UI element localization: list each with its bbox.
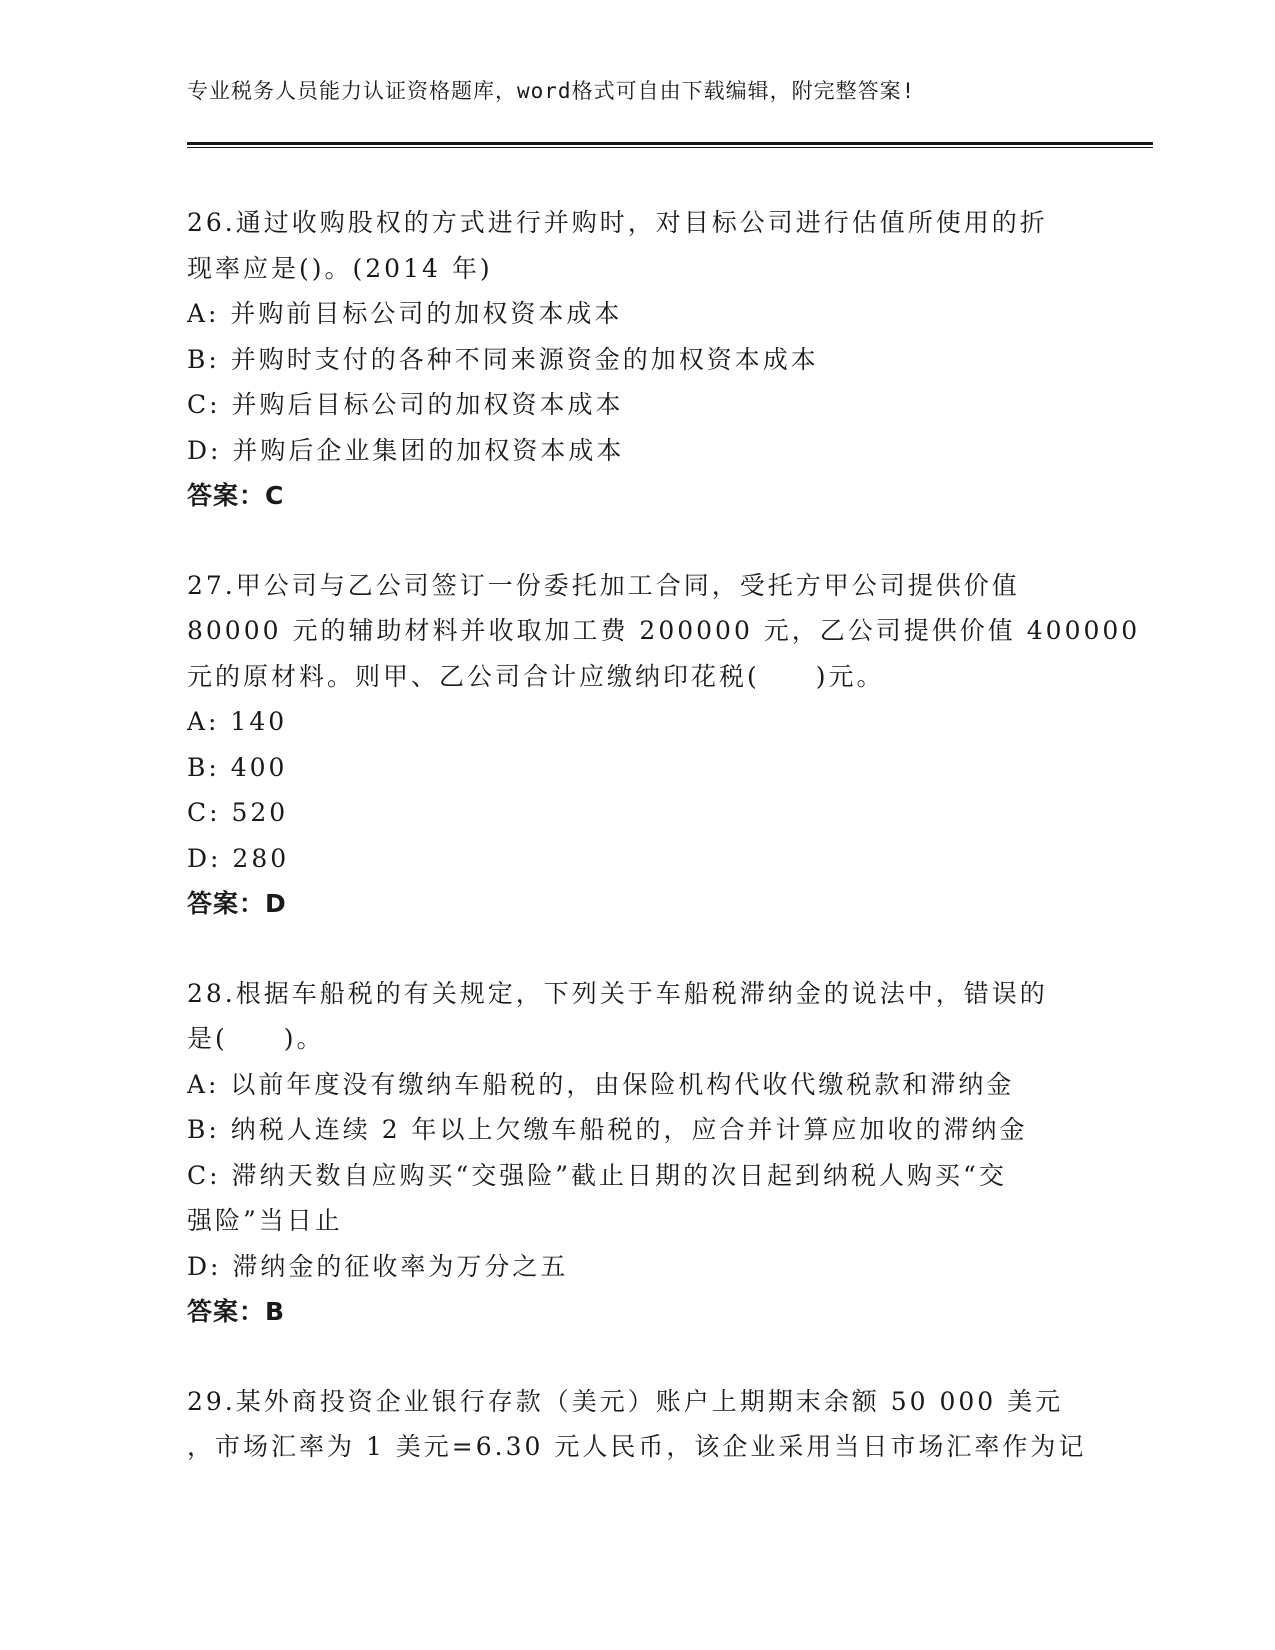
- question-stem-line: 80000 元的辅助材料并收取加工费 200000 元，乙公司提供价值 400000: [187, 616, 1141, 645]
- question-stem-line: ，市场汇率为 1 美元=6.30 元人民币，该企业采用当日市场汇率作为记: [187, 1432, 1087, 1461]
- option-b: B: 400: [187, 752, 288, 782]
- page-header-text: 专业税务人员能力认证资格题库，word格式可自由下载编辑，附完整答案!: [187, 79, 916, 103]
- answer-label: 答案：D: [187, 889, 287, 918]
- question-stem-line: 现率应是()。(2014 年): [187, 253, 493, 283]
- option-c: C: 520: [187, 798, 289, 827]
- option-b: B: 纳税人连续 2 年以上欠缴车船税的，应合并计算应加收的滞纳金: [187, 1115, 1028, 1144]
- option-a: A: 140: [187, 707, 288, 736]
- question-28: [187, 971, 1087, 1335]
- option-d: D: 并购后企业集团的加权资本成本: [187, 435, 625, 465]
- option-d: D: 280: [187, 843, 290, 873]
- question-stem-line: 27.甲公司与乙公司签订一份委托加工合同，受托方甲公司提供价值: [187, 570, 1020, 600]
- option-d: D: 滞纳金的征收率为万分之五: [187, 1251, 569, 1281]
- option-a: A: 并购前目标公司的加权资本成本: [187, 299, 623, 328]
- question-stem-line: 29.某外商投资企业银行存款（美元）账户上期期末余额 50 000 美元: [187, 1386, 1064, 1416]
- question-stem-line: 是( )。: [187, 1024, 325, 1053]
- option-c: C: 并购后目标公司的加权资本成本: [187, 390, 624, 419]
- option-c: C: 滞纳天数自应购买“交强险”截止日期的次日起到纳税人购买“交: [187, 1160, 1007, 1190]
- question-stem-line: 28.根据车船税的有关规定，下列关于车船税滞纳金的说法中，错误的: [187, 978, 1048, 1008]
- question-29: [187, 1379, 1087, 1470]
- question-stem-line: 26.通过收购股权的方式进行并购时，对目标公司进行估值所使用的折: [187, 208, 1048, 237]
- question-27: [187, 563, 1141, 927]
- option-b: B: 并购时支付的各种不同来源资金的加权资本成本: [187, 344, 819, 374]
- option-c-continued: 强险”当日止: [187, 1206, 343, 1235]
- question-stem-line: 元的原材料。则甲、乙公司合计应缴纳印花税( )元。: [187, 661, 885, 691]
- question-list: [187, 200, 1141, 1514]
- answer-label: 答案：B: [187, 1297, 286, 1326]
- option-a: A: 以前年度没有缴纳车船税的，由保险机构代收代缴税款和滞纳金: [187, 1069, 1015, 1099]
- question-26: [187, 200, 1087, 519]
- answer-label: 答案：C: [187, 481, 285, 510]
- header-divider: [187, 142, 1153, 148]
